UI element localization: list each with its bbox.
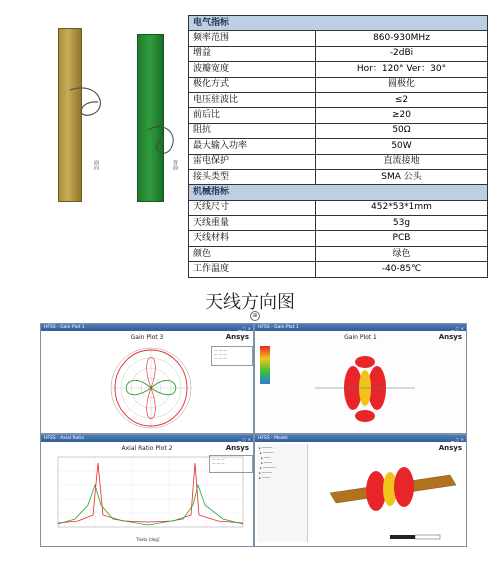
brand-label: Ansys bbox=[438, 333, 462, 341]
electrical-header: 电气指标 bbox=[189, 16, 488, 31]
photo-label-front: 面向 bbox=[93, 160, 99, 170]
table-row: 天线尺寸 452*53*1mm bbox=[189, 200, 488, 215]
model-tree[interactable]: ▸ ───── ▸ ───── ▸ ─── ▸ ──── ▸ ────── ▸ ───── ▸ ──── bbox=[257, 444, 308, 542]
table-row: 雷电保护 直流接地 bbox=[189, 154, 488, 169]
table-row: 最大输入功率 50W bbox=[189, 139, 488, 154]
window-titlebar[interactable]: HFSS - Model ▁ ▢ ✕ bbox=[255, 435, 466, 442]
gain-2d-window[interactable] bbox=[40, 323, 254, 434]
photo-label-back: 背面 bbox=[172, 160, 178, 170]
table-row: 前后比 ≥20 bbox=[189, 108, 488, 123]
color-scale bbox=[260, 346, 270, 384]
table-row: 工作温度 -40-85℃ bbox=[189, 262, 488, 277]
cable-front bbox=[50, 60, 120, 150]
mechanical-header: 机械指标 bbox=[189, 185, 488, 200]
table-row: 电压驻波比 ≤2 bbox=[189, 92, 488, 107]
brand-label: Ansys bbox=[225, 333, 249, 341]
axial-ratio-window[interactable] bbox=[40, 434, 254, 547]
window-titlebar[interactable]: HFSS - Gain Plot 1 ▁ ▢ ✕ bbox=[255, 324, 466, 331]
plot-legend: — — — — — — — — — bbox=[211, 346, 253, 366]
brand-label: Ansys bbox=[225, 444, 249, 452]
model-window[interactable] bbox=[254, 434, 467, 547]
table-row: 频率范围 860-930MHz bbox=[189, 31, 488, 46]
window-titlebar[interactable]: HFSS - Gain Plot 1 ▁ ▢ ✕ bbox=[41, 324, 253, 331]
table-row: 增益 -2dBi bbox=[189, 46, 488, 61]
axial-ratio-plot bbox=[53, 455, 248, 535]
table-row: 颜色 绿色 bbox=[189, 246, 488, 261]
plot-title: Gain Plot 1 bbox=[344, 334, 377, 341]
spec-table bbox=[188, 15, 488, 278]
anchor-icon: ⊕ bbox=[250, 311, 260, 321]
table-row: 波瓣宽度 Hor：120° Ver：30° bbox=[189, 62, 488, 77]
brand-label: Ansys bbox=[438, 444, 462, 452]
x-axis-label: Theta [deg] bbox=[136, 537, 160, 542]
table-row: 极化方式 圆极化 bbox=[189, 77, 488, 92]
table-row: 天线重量 53g bbox=[189, 216, 488, 231]
gain-3d-lobes bbox=[315, 344, 415, 430]
plot-title: Axial Ratio Plot 2 bbox=[121, 445, 173, 452]
window-titlebar[interactable]: HFSS - Axial Ratio ▁ ▢ ✕ bbox=[41, 435, 253, 442]
table-row: 天线材料 PCB bbox=[189, 231, 488, 246]
table-row: 接头类型 SMA 公头 bbox=[189, 169, 488, 184]
cable-back bbox=[140, 110, 190, 170]
plot-legend: — — — — — — bbox=[209, 455, 253, 473]
model-3d-view bbox=[310, 445, 462, 543]
plot-title: Gain Plot 3 bbox=[130, 334, 164, 341]
table-row: 阻抗 50Ω bbox=[189, 123, 488, 138]
section-title: 天线方向图 bbox=[205, 292, 295, 313]
polar-plot bbox=[101, 342, 201, 432]
gain-3d-window[interactable] bbox=[254, 323, 467, 434]
